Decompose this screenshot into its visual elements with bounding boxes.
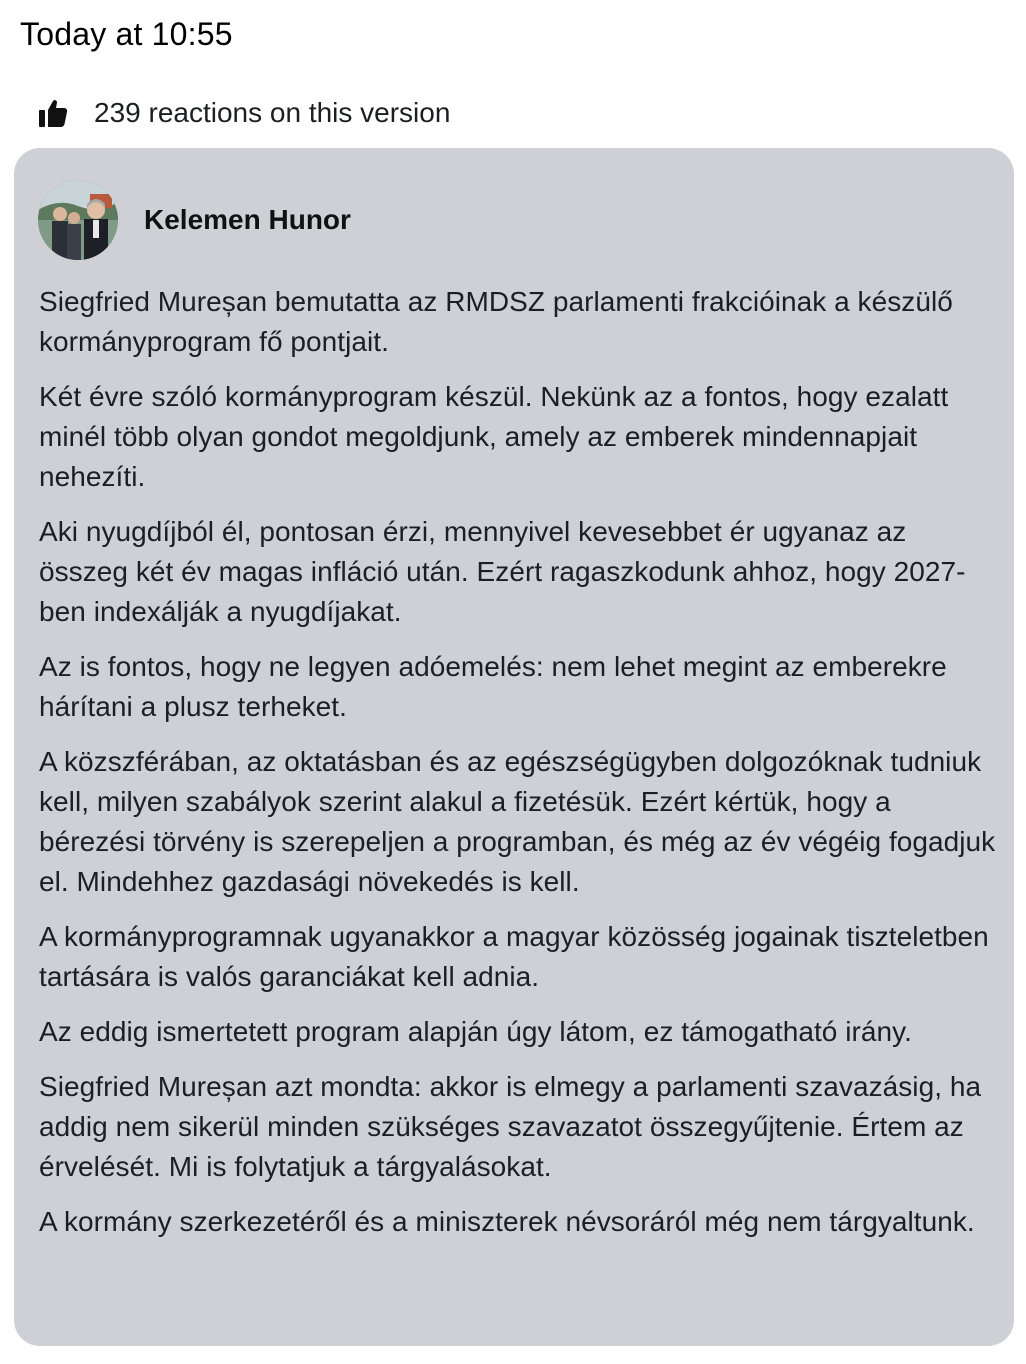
- post-paragraph: A kormányprogramnak ugyanakkor a magyar közösség jogainak tiszteletben tartására is valós garanciákat kell adnia.: [39, 921, 989, 992]
- post-paragraph: A közszférában, az oktatásban és az egészségügyben dolgozóknak tudniuk kell, milyen szabályok szerint alakul a fizetésük. Ezért kértük, hogy a bérezési törvény is szerepeljen a programban, és még az év végéig fogadjuk el. Mindehhez gazdasági növekedés is kell.: [39, 746, 996, 897]
- post-paragraph: A kormány szerkezetéről és a miniszterek névsoráról még nem tárgyaltunk.: [39, 1206, 975, 1237]
- author-name[interactable]: Kelemen Hunor: [144, 204, 351, 235]
- post-paragraph: Az eddig ismertetett program alapján úgy látom, ez támogatható irány.: [39, 1016, 912, 1047]
- post-paragraph: Aki nyugdíjból él, pontosan érzi, mennyivel kevesebbet ér ugyanaz az összeg két év magas infláció után. Ezért ragaszkodunk ahhoz, hogy 2027-ben indexálják a nyugdíjakat.: [39, 516, 966, 627]
- post-body: [39, 282, 999, 1257]
- post-paragraph: Siegfried Mureșan bemutatta az RMDSZ parlamenti frakcióinak a készülő kormányprogram fő pontjait.: [39, 286, 953, 357]
- avatar[interactable]: [38, 180, 118, 260]
- post-paragraph: Siegfried Mureșan azt mondta: akkor is elmegy a parlamenti szavazásig, ha addig nem sikerül minden szükséges szavazatot összegyűjtenie. Értem az érvelését. Mi is folytatjuk a tárgyalásokat.: [39, 1071, 982, 1182]
- post-author[interactable]: [38, 180, 351, 260]
- post-paragraph: Az is fontos, hogy ne legyen adóemelés: nem lehet megint az emberekre hárítani a plusz terheket.: [39, 651, 947, 722]
- reactions-count-label: 239 reactions on this version: [94, 97, 451, 128]
- version-timestamp: Today at 10:55: [20, 16, 233, 52]
- post-card: [14, 148, 1014, 1346]
- thumbs-up-icon: [36, 96, 70, 130]
- post-paragraph: Két évre szóló kormányprogram készül. Nekünk az a fontos, hogy ezalatt minél több olyan gondot megoldjunk, amely az emberek mindennapjait nehezíti.: [39, 381, 949, 492]
- reactions-row[interactable]: [36, 92, 450, 134]
